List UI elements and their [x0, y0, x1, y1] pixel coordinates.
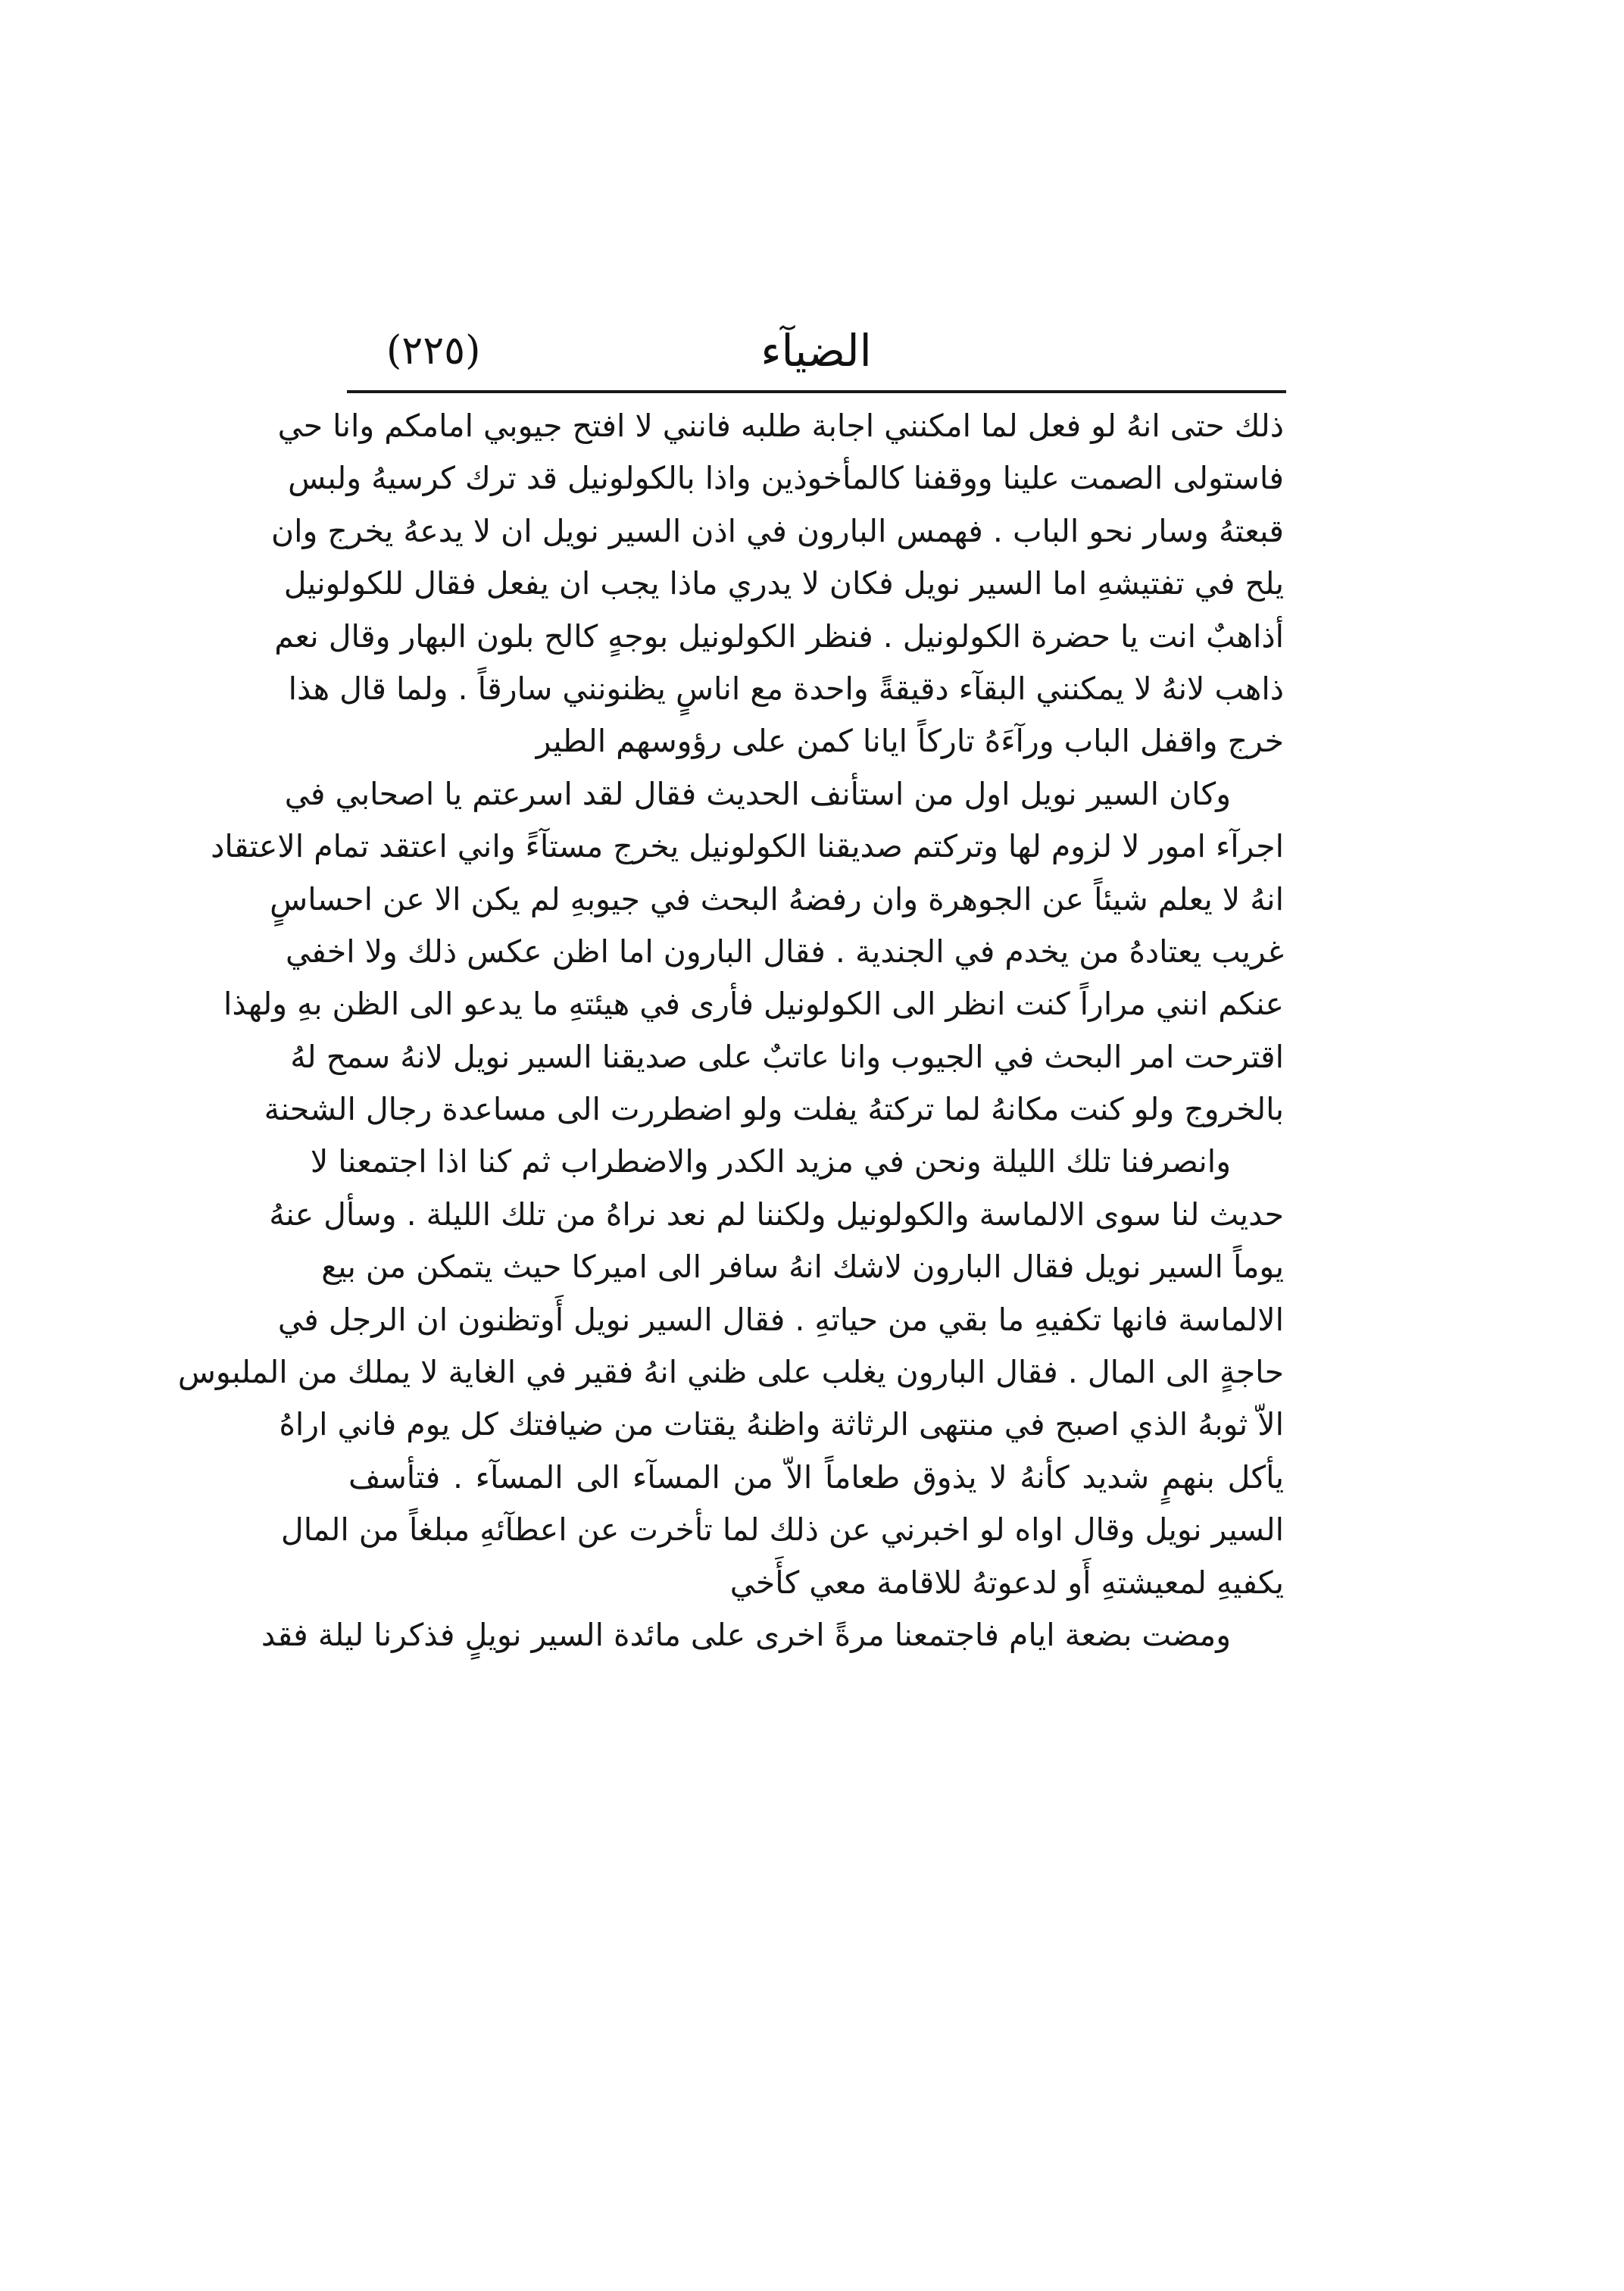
- text-line-11: غريب يعتادهُ من يخدم في الجندية . فقال البارون اما اظن عكس ذلك ولا اخفي: [285, 933, 1284, 970]
- text-line-3: قبعتهُ وسار نحو الباب . فهمس البارون في اذن السير نويل ان لا يدعهُ يخرج وان: [271, 512, 1284, 549]
- text-line-8: وكان السير نويل اول من استأنف الحديث فقال لقد اسرعتم يا اصحابي في: [284, 775, 1231, 812]
- text-line-24: ومضت بضعة ايام فاجتمعنا مرةً اخرى على مائدة السير نويلٍ فذكرنا ليلة فقد: [261, 1616, 1231, 1653]
- text-line-9: اجرآء امور لا لزوم لها وتركتم صديقنا الكولونيل يخرج مستآءً واني اعتقد تمام الاعتقاد: [211, 828, 1284, 865]
- text-line-22: السير نويل وقال اواه لو اخبرني عن ذلك لما تأخرت عن اعطآئهِ مبلغاً من المال: [280, 1511, 1284, 1549]
- text-line-21: يأكل بنهمٍ شديد كأنهُ لا يذوق طعاماً الاّ من المسآء الى المسآء . فتأسف: [348, 1458, 1284, 1496]
- text-line-1: ذلك حتى انهُ لو فعل لما امكنني اجابة طلبه فانني لا افتح جيوبي امامكم وانا حي: [277, 408, 1284, 444]
- text-line-13: اقترحت امر البحث في الجيوب وانا عاتبٌ على صديقنا السير نويل لانهُ سمح لهُ: [290, 1038, 1284, 1075]
- text-line-15: وانصرفنا تلك الليلة ونحن في مزيد الكدر والاضطراب ثم كنا اذا اجتمعنا لا: [310, 1143, 1231, 1180]
- text-line-7: خرج واقفل الباب ورآءَهُ تاركاً ايانا كمن على رؤوسهم الطير: [536, 723, 1284, 760]
- body-text: [177, 400, 1284, 2029]
- text-line-14: بالخروج ولو كنت مكانهُ لما تركتهُ يفلت ولو اضطررت الى مساعدة رجال الشحنة: [264, 1091, 1284, 1128]
- running-title: الضيآء: [760, 325, 872, 377]
- text-line-20: الاّ ثوبهُ الذي اصبح في منتهى الرثاثة واظنهُ يقتات من ضيافتك كل يوم فاني اراهُ: [279, 1406, 1284, 1443]
- text-line-23: يكفيهِ لمعيشتهِ أَو لدعوتهُ للاقامة معي كأَخي: [729, 1564, 1284, 1601]
- header-rule: [347, 390, 1286, 393]
- page-number: (٢٢٥): [386, 328, 481, 373]
- text-line-4: يلح في تفتيشهِ اما السير نويل فكان لا يدري ماذا يجب ان يفعل فقال للكولونيل: [283, 565, 1284, 602]
- text-line-10: انهُ لا يعلم شيئاً عن الجوهرة وان رفضهُ البحث في جيوبهِ لم يكن الا عن احساسٍ: [270, 880, 1284, 917]
- text-line-18: الالماسة فانها تكفيهِ ما بقي من حياتهِ . فقال السير نويل أَوتظنون ان الرجل في: [277, 1301, 1284, 1338]
- text-line-19: حاجةٍ الى المال . فقال البارون يغلب على ظني انهُ فقير في الغاية لا يملك من الملبوس: [177, 1354, 1284, 1391]
- text-line-6: ذاهب لانهُ لا يمكنني البقآء دقيقةً واحدة مع اناسٍ يظنونني سارقاً . ولما قال هذا: [288, 670, 1284, 707]
- text-line-16: حديث لنا سوى الالماسة والكولونيل ولكننا لم نعد نراهُ من تلك الليلة . وسأل عنهُ: [269, 1196, 1284, 1233]
- text-line-17: يوماً السير نويل فقال البارون لاشك انهُ سافر الى اميركا حيث يتمكن من بيع: [321, 1249, 1284, 1286]
- text-line-2: فاستولى الصمت علينا ووقفنا كالمأخوذين واذا بالكولونيل قد ترك كرسيهُ ولبس: [288, 460, 1284, 497]
- page-header: [348, 317, 1284, 385]
- text-line-5: أذاهبٌ انت يا حضرة الكولونيل . فنظر الكولونيل بوجهٍ كالح بلون البهار وقال نعم: [274, 617, 1284, 655]
- text-line-12: عنكم انني مراراً كنت انظر الى الكولونيل فأرى في هيئتهِ ما يدعو الى الظن بهِ ولهذا: [223, 986, 1284, 1023]
